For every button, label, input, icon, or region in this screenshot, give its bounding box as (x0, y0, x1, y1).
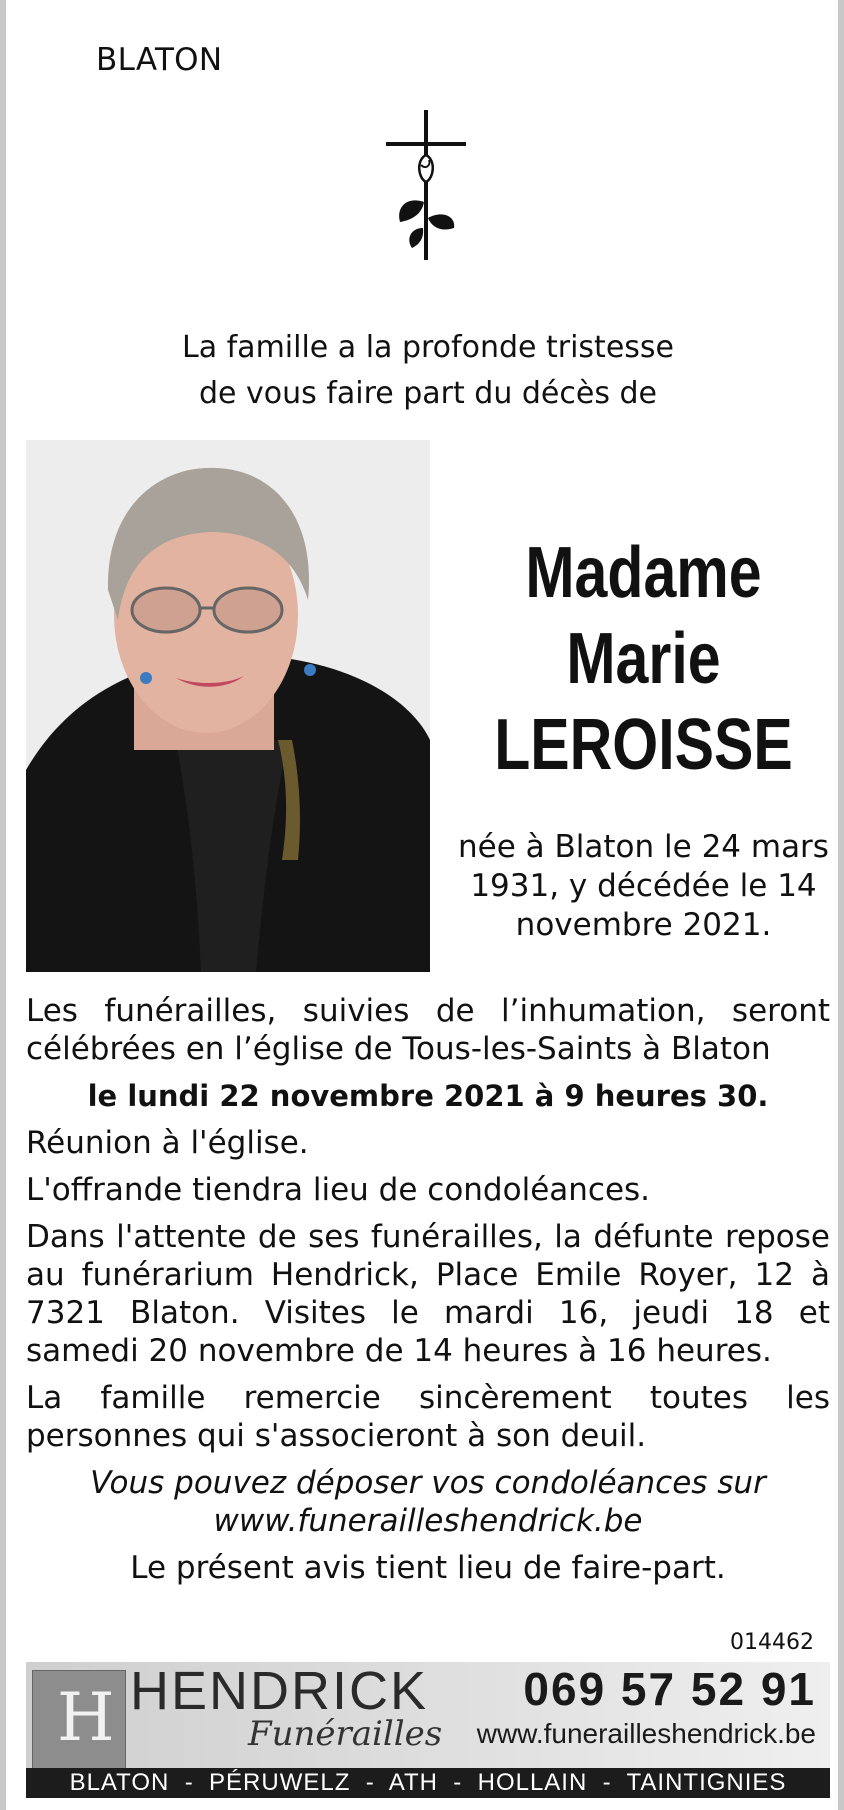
visits-paragraph: Dans l'attente de ses funérailles, la défunte repose au funérarium Hendrick, Place Emile Royer, 12 à 7321 Blaton. Visites le mardi 16, jeudi 18 et samedi 20 novembre de 14 heures à 16 heures. (26, 1219, 830, 1369)
website-link[interactable]: www.funerailleshendrick.be (476, 1718, 816, 1749)
funeral-paragraph: Les funérailles, suivies de l’inhumation, seront célébrées en l’église de Tous-les-Saints à Blaton (26, 993, 830, 1067)
intro-line-2: de vous faire part du décès de (198, 376, 658, 411)
condolences-link[interactable]: www.funerailleshendrick.be (213, 1503, 643, 1539)
name-line-1: Madame (525, 533, 762, 613)
thanks-paragraph: La famille remercie sincèrement toutes les personnes qui s'associeront à son deuil. (26, 1380, 830, 1454)
cross-with-rose-icon (376, 110, 476, 270)
funeral-date: le lundi 22 novembre 2021 à 9 heures 30. (87, 1079, 769, 1113)
birth-death-info: née à Blaton le 24 mars 1931, y décédée le 14 novembre 2021. (458, 829, 829, 943)
deceased-name (486, 530, 802, 788)
phone-number[interactable]: 069 57 52 91 (523, 1663, 816, 1715)
hendrick-logo (32, 1670, 126, 1772)
notice-paragraph: Le présent avis tient lieu de faire-part. (130, 1550, 726, 1586)
offering-paragraph: L'offrande tiendra lieu de condoléances. (26, 1172, 651, 1208)
town-heading: BLATON (96, 42, 223, 78)
logo-letter: H (57, 1679, 115, 1756)
condolences-line-1: Vous pouvez déposer vos condoléances sur (90, 1465, 766, 1501)
name-line-3: LEROISSE (494, 705, 793, 785)
reference-number: 014462 (730, 1630, 814, 1655)
firm-subtitle: Funérailles (248, 1714, 443, 1754)
towns-bar: BLATON - PÉRUWELZ - ATH - HOLLAIN - TAINTIGNIES (26, 1768, 830, 1798)
name-line-2: Marie (566, 619, 721, 699)
intro-line-1: La famille a la profonde tristesse (181, 330, 674, 365)
funeral-home-banner (26, 1662, 830, 1798)
announcement-body (26, 992, 830, 1596)
firm-name: HENDRICK (130, 1661, 429, 1721)
portrait-photo (26, 440, 430, 972)
intro-text (6, 325, 844, 417)
meeting-paragraph: Réunion à l'église. (26, 1125, 309, 1161)
